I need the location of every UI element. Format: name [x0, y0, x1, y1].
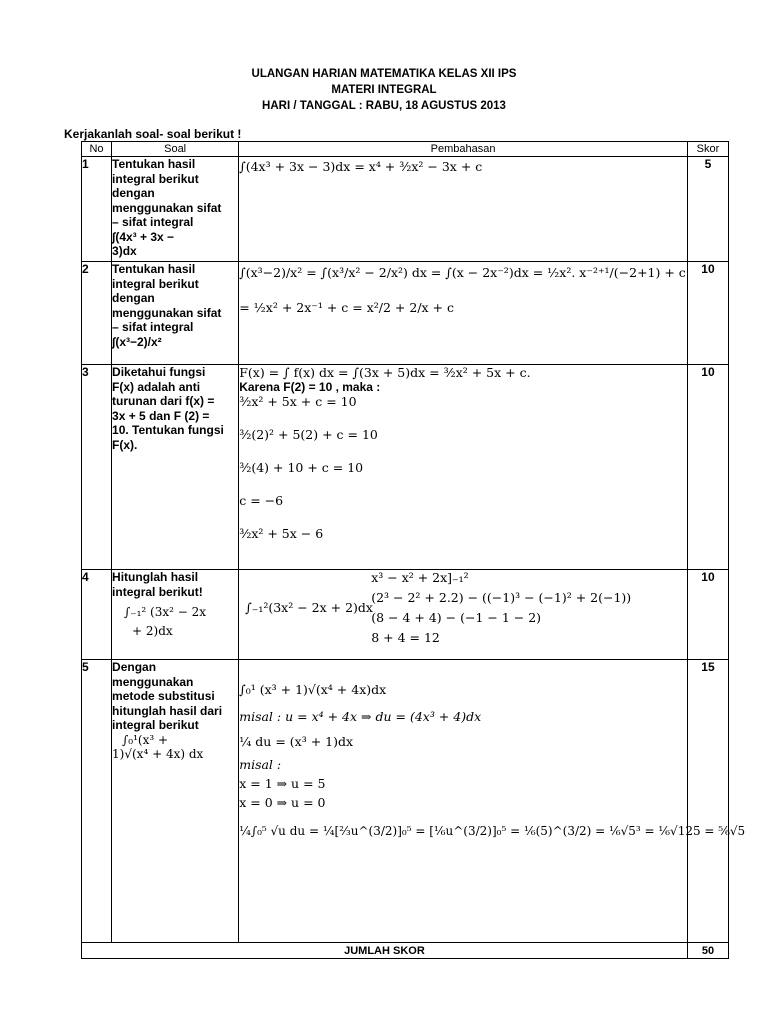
solution-line: c = −6 [239, 493, 284, 508]
total-label: JUMLAH SKOR [82, 943, 688, 959]
solution-line: misal : [239, 757, 282, 772]
column-header-no: No [82, 142, 112, 157]
total-value: 50 [687, 943, 728, 959]
column-header-skor: Skor [687, 142, 728, 157]
total-row [82, 943, 729, 959]
instruction-text: Kerjakanlah soal- soal berikut ! [64, 127, 242, 141]
solution-line: ¼∫₀⁵ √u du = ¼[⅔u^(3/2)]₀⁵ = [⅙u^(3/2)]₀⁵ = ⅙(5)^(3/2) = ⅙√5³ = ⅙√125 = ⁵⁄₆√5 [239, 824, 746, 838]
table-row [82, 365, 729, 570]
header-subtitle: MATERI INTEGRAL [331, 84, 437, 96]
solution-line: 8 + 4 = 12 [371, 630, 440, 645]
question-text [112, 570, 239, 660]
solution-line: ³⁄₂(2)² + 5(2) + c = 10 [239, 427, 378, 442]
solution-line: x = 0 ⇒ u = 0 [239, 795, 326, 810]
solution-cell [239, 570, 688, 660]
question-line: hitunglah hasil dari [112, 703, 223, 718]
solution-cell [239, 157, 688, 262]
question-line: integral berikut [112, 171, 199, 186]
question-line: metode substitusi [112, 689, 215, 703]
solution-line: misal : u = x⁴ + 4x ⇒ du = (4x³ + 4)dx [239, 709, 482, 724]
score-cell: 10 [687, 570, 728, 660]
table-header-row [82, 142, 729, 157]
question-number: 1 [82, 157, 112, 262]
question-line: menggunakan sifat [112, 305, 222, 320]
question-number: 4 [82, 570, 112, 660]
solution-line: ³⁄₂(4) + 10 + c = 10 [239, 460, 364, 475]
question-line: Tentukan hasil [112, 157, 196, 171]
question-line: turunan dari f(x) = [112, 394, 215, 408]
table-row [82, 157, 729, 262]
question-line: ∫₋₁² (3x² − 2x [124, 605, 207, 619]
score-cell: 10 [687, 262, 728, 365]
question-number: 5 [82, 660, 112, 943]
question-text [112, 262, 239, 365]
exam-table [81, 141, 746, 959]
header-title: ULANGAN HARIAN MATEMATIKA KELAS XII IPS [251, 68, 517, 80]
solution-line: ¼ du = (x³ + 1)dx [239, 734, 354, 749]
question-line: Diketahui fungsi [112, 365, 206, 379]
question-line: 1)√(x⁴ + 4x) dx [112, 747, 204, 761]
solution-line: ∫(x³−2)/x² = ∫(x³/x² − 2/x²) dx = ∫(x − 2x⁻²)dx = ½x². x⁻²⁺¹/(−2+1) + c [239, 265, 686, 280]
question-line: ∫₀¹(x³ + [122, 732, 169, 747]
table-row [82, 570, 729, 660]
question-line: Dengan [112, 660, 157, 674]
document-header [0, 66, 768, 114]
header-date: HARI / TANGGAL : RABU, 18 AGUSTUS 2013 [262, 100, 506, 112]
question-line: menggunakan [112, 674, 194, 689]
solution-line: x = 1 ⇒ u = 5 [239, 776, 326, 791]
solution-line: = ½x² + 2x⁻¹ + c = x²/2 + 2/x + c [239, 300, 454, 315]
question-line: dengan [112, 186, 155, 200]
score-cell: 15 [687, 660, 728, 943]
question-line: integral berikut [112, 276, 199, 291]
question-line: 10. Tentukan fungsi [112, 423, 224, 437]
solution-integral: ∫₋₁²(3x² − 2x + 2)dx [245, 600, 373, 615]
solution-line: x³ − x² + 2x]₋₁² [371, 570, 469, 585]
question-line: integral berikut [112, 718, 199, 732]
question-line: – sifat integral [112, 215, 194, 229]
solution-cell [239, 365, 688, 570]
score-cell: 5 [687, 157, 728, 262]
question-line: dengan [112, 291, 155, 305]
solution-line: (8 − 4 + 4) − (−1 − 1 − 2) [371, 610, 542, 625]
solution-line: ∫₀¹ (x³ + 1)√(x⁴ + 4x)dx [239, 682, 387, 697]
question-line: – sifat integral [112, 320, 194, 334]
solution-line: ³⁄₂x² + 5x − 6 [239, 526, 324, 541]
question-text [112, 365, 239, 570]
column-header-pembahasan: Pembahasan [239, 142, 688, 157]
question-line: integral berikut! [112, 584, 203, 599]
score-cell: 10 [687, 365, 728, 570]
solution-note: Karena F(2) = 10 , maka : [239, 380, 381, 394]
solution-line: ³⁄₂x² + 5x + c = 10 [239, 394, 357, 409]
question-line: 3)dx [112, 244, 137, 258]
question-line: F(x) adalah anti [112, 379, 201, 394]
question-line: 3x + 5 dan F (2) = [112, 408, 210, 423]
question-line: Tentukan hasil [112, 262, 196, 276]
question-number: 2 [82, 262, 112, 365]
solution-line: ∫(4x³ + 3x − 3)dx = x⁴ + ³⁄₂x² − 3x + c [239, 159, 483, 174]
question-line: ∫(4x³ + 3x − [112, 229, 175, 244]
table-row [82, 262, 729, 365]
question-line: menggunakan sifat [112, 200, 222, 215]
question-text [112, 660, 239, 943]
solution-line: (2³ − 2² + 2.2) − ((−1)³ − (−1)² + 2(−1)) [371, 590, 632, 605]
column-header-soal: Soal [112, 142, 239, 157]
solution-line: F(x) = ∫ f(x) dx = ∫(3x + 5)dx = ³⁄₂x² + 5x + c. [239, 365, 531, 380]
question-line: F(x). [112, 437, 138, 452]
table-row [82, 660, 729, 943]
question-text [112, 157, 239, 262]
question-line: Hitunglah hasil [112, 570, 199, 584]
question-number: 3 [82, 365, 112, 570]
question-line: ∫(x³−2)/x² [112, 334, 162, 349]
solution-cell [239, 262, 688, 365]
question-line: + 2)dx [132, 623, 173, 638]
